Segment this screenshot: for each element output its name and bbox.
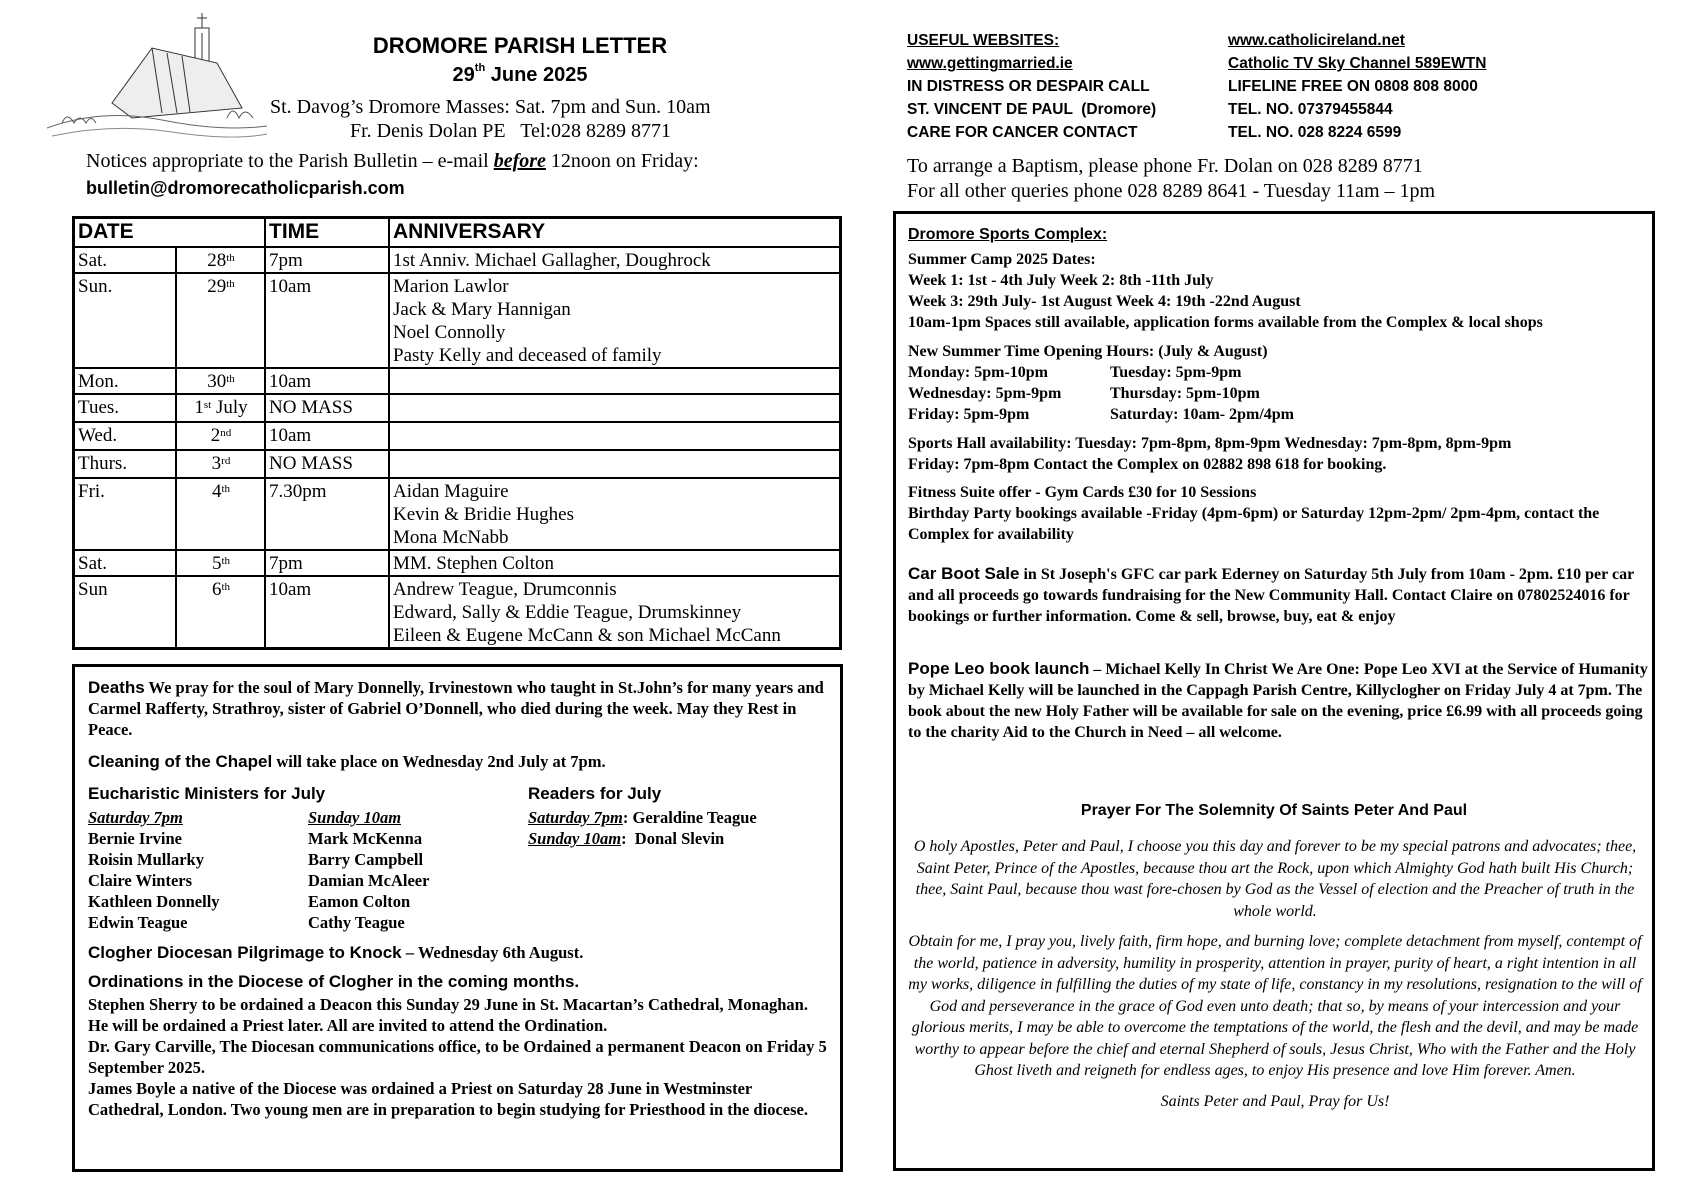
church-sketch-image <box>42 8 272 148</box>
book-launch-text: – Michael Kelly In Christ We Are One: Pope Leo XVI at the Service of Humanity by Michael Kelly will be launched in the Cappagh Parish Centre, Killyclogher on Friday July 4 at 7pm. The book about the new Holy Father will be available for sale on the evening, price £6.99 with all proceeds going to the charity Aid to the Church in Need – all welcome. <box>908 661 1648 741</box>
prayer-body <box>908 836 1642 1112</box>
minister-name: Mark McKenna <box>308 829 423 848</box>
row-anniversary <box>389 576 841 649</box>
cleaning-text: will take place on Wednesday 2nd July at 7pm. <box>272 752 606 771</box>
useful-websites-right <box>1228 29 1486 144</box>
anniversary-name: Marion Lawlor <box>393 276 509 297</box>
row-date-suffix: th <box>226 278 235 290</box>
minister-name: Eamon Colton <box>308 892 411 911</box>
row-anniversary <box>389 422 841 450</box>
row-date-suffix: th <box>221 555 231 567</box>
hours-cell: Wednesday: 5pm-9pm <box>908 385 1062 402</box>
table-body <box>74 247 841 649</box>
row-anniversary <box>389 450 841 478</box>
table-row <box>74 273 841 368</box>
issue-date-sup: th <box>474 62 486 74</box>
row-time: 10am <box>265 273 389 368</box>
anniversary-name: Aidan Maguire <box>393 481 509 502</box>
priest-contact: Fr. Denis Dolan PE Tel:028 8289 8771 <box>350 120 672 142</box>
row-date <box>176 273 265 368</box>
cancer-number: TEL. NO. 028 8224 6599 <box>1228 124 1402 141</box>
minister-name: Barry Campbell <box>308 850 424 869</box>
hours-row <box>908 404 1648 425</box>
row-date-suffix: rd <box>221 455 231 467</box>
book-launch-heading: Pope Leo book launch <box>908 659 1090 678</box>
website-catholicireland[interactable]: www.catholicireland.net <box>1228 32 1405 49</box>
ordinations-text <box>88 994 828 1120</box>
readers-sun-label: Sunday 10am <box>528 829 622 848</box>
row-day: Wed. <box>74 422 177 450</box>
hall-line-1: Sports Hall availability: Tuesday: 7pm-8pm, 8pm-9pm Wednesday: 7pm-8pm, 8pm-9pm <box>908 435 1512 452</box>
row-day: Fri. <box>74 478 177 550</box>
fitness-suite <box>908 482 1648 545</box>
cleaning-heading: Cleaning of the Chapel <box>88 752 273 771</box>
distress-label: IN DISTRESS OR DESPAIR CALL <box>907 78 1150 95</box>
anniversary-name: Jack & Mary Hannigan <box>393 299 571 320</box>
camp-line-3: Week 3: 29th July- 1st August Week 4: 19th -22nd August <box>908 293 1301 310</box>
minister-name: Edwin Teague <box>88 913 188 932</box>
row-date <box>176 478 265 550</box>
row-time: 7.30pm <box>265 478 389 550</box>
row-date-number: 1 <box>194 397 204 418</box>
row-day: Thurs. <box>74 450 177 478</box>
hours-cell: Monday: 5pm-10pm <box>908 364 1049 381</box>
table-row <box>74 422 841 450</box>
anniversary-name: Mona McNabb <box>393 527 509 548</box>
minister-name: Bernie Irvine <box>88 829 182 848</box>
anniversary-name: Noel Connolly <box>393 322 506 343</box>
hall-line-2: Friday: 7pm-8pm Contact the Complex on 02882 898 618 for booking. <box>908 456 1387 473</box>
row-date-suffix: th <box>221 483 231 495</box>
prayer-title: Prayer For The Solemnity Of Saints Peter And Paul <box>1080 802 1468 819</box>
em-saturday-list <box>88 828 220 933</box>
row-date <box>176 247 265 273</box>
readers-sat-label: Saturday 7pm <box>528 808 623 827</box>
em-saturday-column <box>88 807 220 933</box>
table-row <box>74 368 841 394</box>
anniversary-name: MM. Stephen Colton <box>393 553 554 574</box>
row-day: Tues. <box>74 394 177 422</box>
website-gettingmarried[interactable]: www.gettingmarried.ie <box>907 55 1073 72</box>
sports-complex-heading: Dromore Sports Complex: <box>908 226 1108 243</box>
row-date <box>176 576 265 649</box>
hours-row <box>908 362 1648 383</box>
book-launch-notice <box>908 658 1648 743</box>
minister-name: Claire Winters <box>88 871 193 890</box>
row-date-suffix: th <box>221 581 231 593</box>
row-day: Sat. <box>74 247 177 273</box>
prayer-paragraph-1: O holy Apostles, Peter and Paul, I choose you this day and forever to be my special patrons and advocates; thee, Saint Peter, Prince of the Apostles, because thou art the Rock, upon which Almighty God hath built His Church; thee, Saint Paul, because thou wast fore-chosen by God as the Vessel of election and the Preacher of truth in the whole world. <box>913 838 1637 920</box>
em-sunday-list <box>308 828 429 933</box>
header-anniversary: ANNIVERSARY <box>389 218 841 248</box>
anniversary-name: Kevin & Bridie Hughes <box>393 504 575 525</box>
row-anniversary <box>389 550 841 576</box>
minister-name: Damian McAleer <box>308 871 430 890</box>
readers-sunday <box>528 828 757 849</box>
row-anniversary <box>389 273 841 368</box>
table-header-row <box>74 218 841 248</box>
hours-row <box>908 383 1648 404</box>
row-date-suffix: st <box>203 399 212 411</box>
row-date <box>176 450 265 478</box>
car-boot-text: in St Joseph's GFC car park Ederney on Saturday 5th July from 10am - 2pm. £10 per car and all proceeds go towards fundraising for the New Community Hall. Contact Claire on 07802524016 for bookings or further information. Come & sell, browse, buy, eat & enjoy <box>908 566 1634 625</box>
row-time: NO MASS <box>265 394 389 422</box>
camp-line-4: 10am-1pm Spaces still available, application forms available from the Complex & local shops <box>908 314 1543 331</box>
camp-line-2: Week 1: 1st - 4th July Week 2: 8th -11th July <box>908 272 1214 289</box>
mass-times: St. Davog’s Dromore Masses: Sat. 7pm and Sun. 10am <box>270 96 711 118</box>
em-sunday-label: Sunday 10am <box>308 808 402 827</box>
opening-hours <box>908 341 1648 425</box>
left-notices-box <box>72 664 843 1172</box>
bulletin-notice <box>86 150 699 173</box>
pilgrimage-notice <box>88 942 828 963</box>
row-anniversary <box>389 478 841 550</box>
row-anniversary <box>389 368 841 394</box>
notice-pre: Notices appropriate to the Parish Bulletin – e-mail <box>86 150 494 172</box>
row-date <box>176 394 265 422</box>
ordination-paragraph-3: James Boyle a native of the Diocese was ordained a Priest on Saturday 28 June in Westminster Cathedral, London. Two young men are in preparation to begin studying for Priesthood in the diocese. <box>88 1079 808 1119</box>
deaths-notice <box>88 677 828 740</box>
sports-hall <box>908 433 1648 475</box>
table-row <box>74 576 841 649</box>
anniversary-name: Edward, Sally & Eddie Teague, Drumskinney <box>393 602 742 623</box>
anniversary-name: Andrew Teague, Drumconnis <box>393 579 617 600</box>
row-date <box>176 368 265 394</box>
row-date-month: July <box>211 397 248 418</box>
hours-cell: Friday: 5pm-9pm <box>908 406 1030 423</box>
row-date-suffix: th <box>226 373 235 385</box>
row-date-number: 5 <box>211 553 222 574</box>
row-anniversary <box>389 247 841 273</box>
readers-sun-value: : Donal Slevin <box>621 829 725 848</box>
table-row <box>74 247 841 273</box>
row-day: Mon. <box>74 368 177 394</box>
readers-sat-value: : Geraldine Teague <box>622 808 757 827</box>
svdp-label: ST. VINCENT DE PAUL (Dromore) <box>907 101 1157 118</box>
ordination-paragraph-2: Dr. Gary Carville, The Diocesan communications office, to be Ordained a permanent Deacon on Friday 5 September 2025. <box>88 1037 827 1077</box>
row-time: 7pm <box>265 247 389 273</box>
cleaning-notice <box>88 751 828 772</box>
row-anniversary <box>389 394 841 422</box>
header-date: DATE <box>74 218 266 248</box>
baptism-contact: To arrange a Baptism, please phone Fr. Dolan on 028 8289 8771 <box>907 155 1423 177</box>
row-time: 10am <box>265 576 389 649</box>
issue-date-day: 29 <box>452 64 475 86</box>
table-row <box>74 478 841 550</box>
readers-saturday <box>528 807 757 828</box>
row-time: 7pm <box>265 550 389 576</box>
row-date-number: 30 <box>207 371 227 392</box>
car-boot-notice <box>908 563 1648 627</box>
hours-cell: Thursday: 5pm-10pm <box>1110 385 1260 402</box>
row-date-suffix: nd <box>220 427 232 439</box>
minister-name: Cathy Teague <box>308 913 405 932</box>
useful-websites <box>907 29 1156 144</box>
row-time: 10am <box>265 368 389 394</box>
websites-label: USEFUL WEBSITES: <box>907 32 1060 49</box>
right-notices-box <box>893 211 1655 1171</box>
deaths-heading: Deaths <box>88 678 145 697</box>
lifeline-number: LIFELINE FREE ON 0808 808 8000 <box>1228 78 1478 95</box>
cancer-label: CARE FOR CANCER CONTACT <box>907 124 1138 141</box>
row-date-number: 28 <box>207 250 227 271</box>
readers-column <box>528 807 757 849</box>
ordinations-heading: Ordinations in the Diocese of Clogher in the coming months. <box>88 972 580 991</box>
issue-date <box>300 64 740 87</box>
em-saturday-label: Saturday 7pm <box>88 808 183 827</box>
pilgrimage-heading: Clogher Diocesan Pilgrimage to Knock <box>88 943 402 962</box>
row-date-number: 2 <box>210 425 221 446</box>
minister-name: Kathleen Donnelly <box>88 892 220 911</box>
row-date-suffix: th <box>226 252 235 264</box>
hours-cell: Saturday: 10am- 2pm/4pm <box>1110 406 1295 423</box>
table-row <box>74 394 841 422</box>
row-date-number: 3 <box>211 453 222 474</box>
ordination-paragraph-1: Stephen Sherry to be ordained a Deacon this Sunday 29 June in St. Macartan’s Cathedral, Monaghan. He will be ordained a Priest later. All are invited to attend the Ordination. <box>88 995 808 1035</box>
pilgrimage-text: – Wednesday 6th August. <box>401 943 584 962</box>
bulletin-email[interactable]: bulletin@dromorecatholicparish.com <box>86 178 405 198</box>
page-title: DROMORE PARISH LETTER <box>372 33 668 58</box>
minister-name: Roisin Mullarky <box>88 850 204 869</box>
row-date-number: 29 <box>207 276 227 297</box>
website-catholic-tv[interactable]: Catholic TV Sky Channel 589EWTN <box>1228 55 1487 72</box>
em-sunday-column <box>308 807 429 933</box>
notice-post: 12noon on Friday: <box>545 150 699 172</box>
table-row <box>74 550 841 576</box>
anniversary-name: Pasty Kelly and deceased of family <box>393 345 662 366</box>
row-date <box>176 422 265 450</box>
hours-grid <box>908 362 1648 425</box>
row-day: Sun. <box>74 273 177 368</box>
header-time: TIME <box>265 218 389 248</box>
camp-line-1: Summer Camp 2025 Dates: <box>908 251 1096 268</box>
readers-heading: Readers for July <box>528 784 662 803</box>
queries-contact: For all other queries phone 028 8289 8641 - Tuesday 11am – 1pm <box>907 180 1436 202</box>
prayer-paragraph-2: Obtain for me, I pray you, lively faith, firm hope, and burning love; complete detachment from myself, contempt of the world, patience in adversity, humility in prosperity, attention in prayer, purity of heart, a right intention in all my works, diligence in fulfilling the duties of my state of life, constancy in my resolutions, resignation to the will of God and perseverance in the grace of God even unto death; that so, by means of your intercession and your glorious merits, I may be able to overcome the temptations of the world, the flesh and the devil, and may be made worthy to appear before the chief and eternal Shepherd of souls, Jesus Christ, Who with the Father and the Holy Ghost liveth and reigneth for endless ages, to enjoy His presence and love Him forever. Amen. <box>908 933 1642 1079</box>
row-time: 10am <box>265 422 389 450</box>
hours-title: New Summer Time Opening Hours: (July & August) <box>908 343 1268 360</box>
row-date-number: 4 <box>211 481 222 502</box>
fitness-line-2: Birthday Party bookings available -Friday (4pm-6pm) or Saturday 12pm-2pm/ 2pm-4pm, contact the Complex for availability <box>908 505 1600 543</box>
fitness-line-1: Fitness Suite offer - Gym Cards £30 for 10 Sessions <box>908 484 1257 501</box>
row-date-number: 6 <box>211 579 222 600</box>
car-boot-heading: Car Boot Sale <box>908 564 1020 583</box>
notice-emphasis: before <box>493 150 546 172</box>
summer-camp <box>908 249 1648 333</box>
svdp-number: TEL. NO. 07379455844 <box>1228 101 1393 118</box>
mass-intentions-table <box>72 216 842 650</box>
row-day: Sat. <box>74 550 177 576</box>
row-day: Sun <box>74 576 177 649</box>
prayer-closing: Saints Peter and Paul, Pray for Us! <box>1160 1092 1390 1110</box>
hours-cell: Tuesday: 5pm-9pm <box>1110 364 1242 381</box>
eucharistic-ministers-heading: Eucharistic Ministers for July <box>88 784 326 803</box>
row-time: NO MASS <box>265 450 389 478</box>
anniversary-name: Eileen & Eugene McCann & son Michael McCann <box>393 625 781 646</box>
issue-date-rest: June 2025 <box>485 64 588 86</box>
table-row <box>74 450 841 478</box>
anniversary-name: 1st Anniv. Michael Gallagher, Doughrock <box>393 250 711 271</box>
deaths-text: We pray for the soul of Mary Donnelly, Irvinestown who taught in St.John’s for many years and Carmel Rafferty, Strathroy, sister of Gabriel O’Donnell, who died during the week. May they Rest in Peace. <box>88 678 824 739</box>
row-date <box>176 550 265 576</box>
